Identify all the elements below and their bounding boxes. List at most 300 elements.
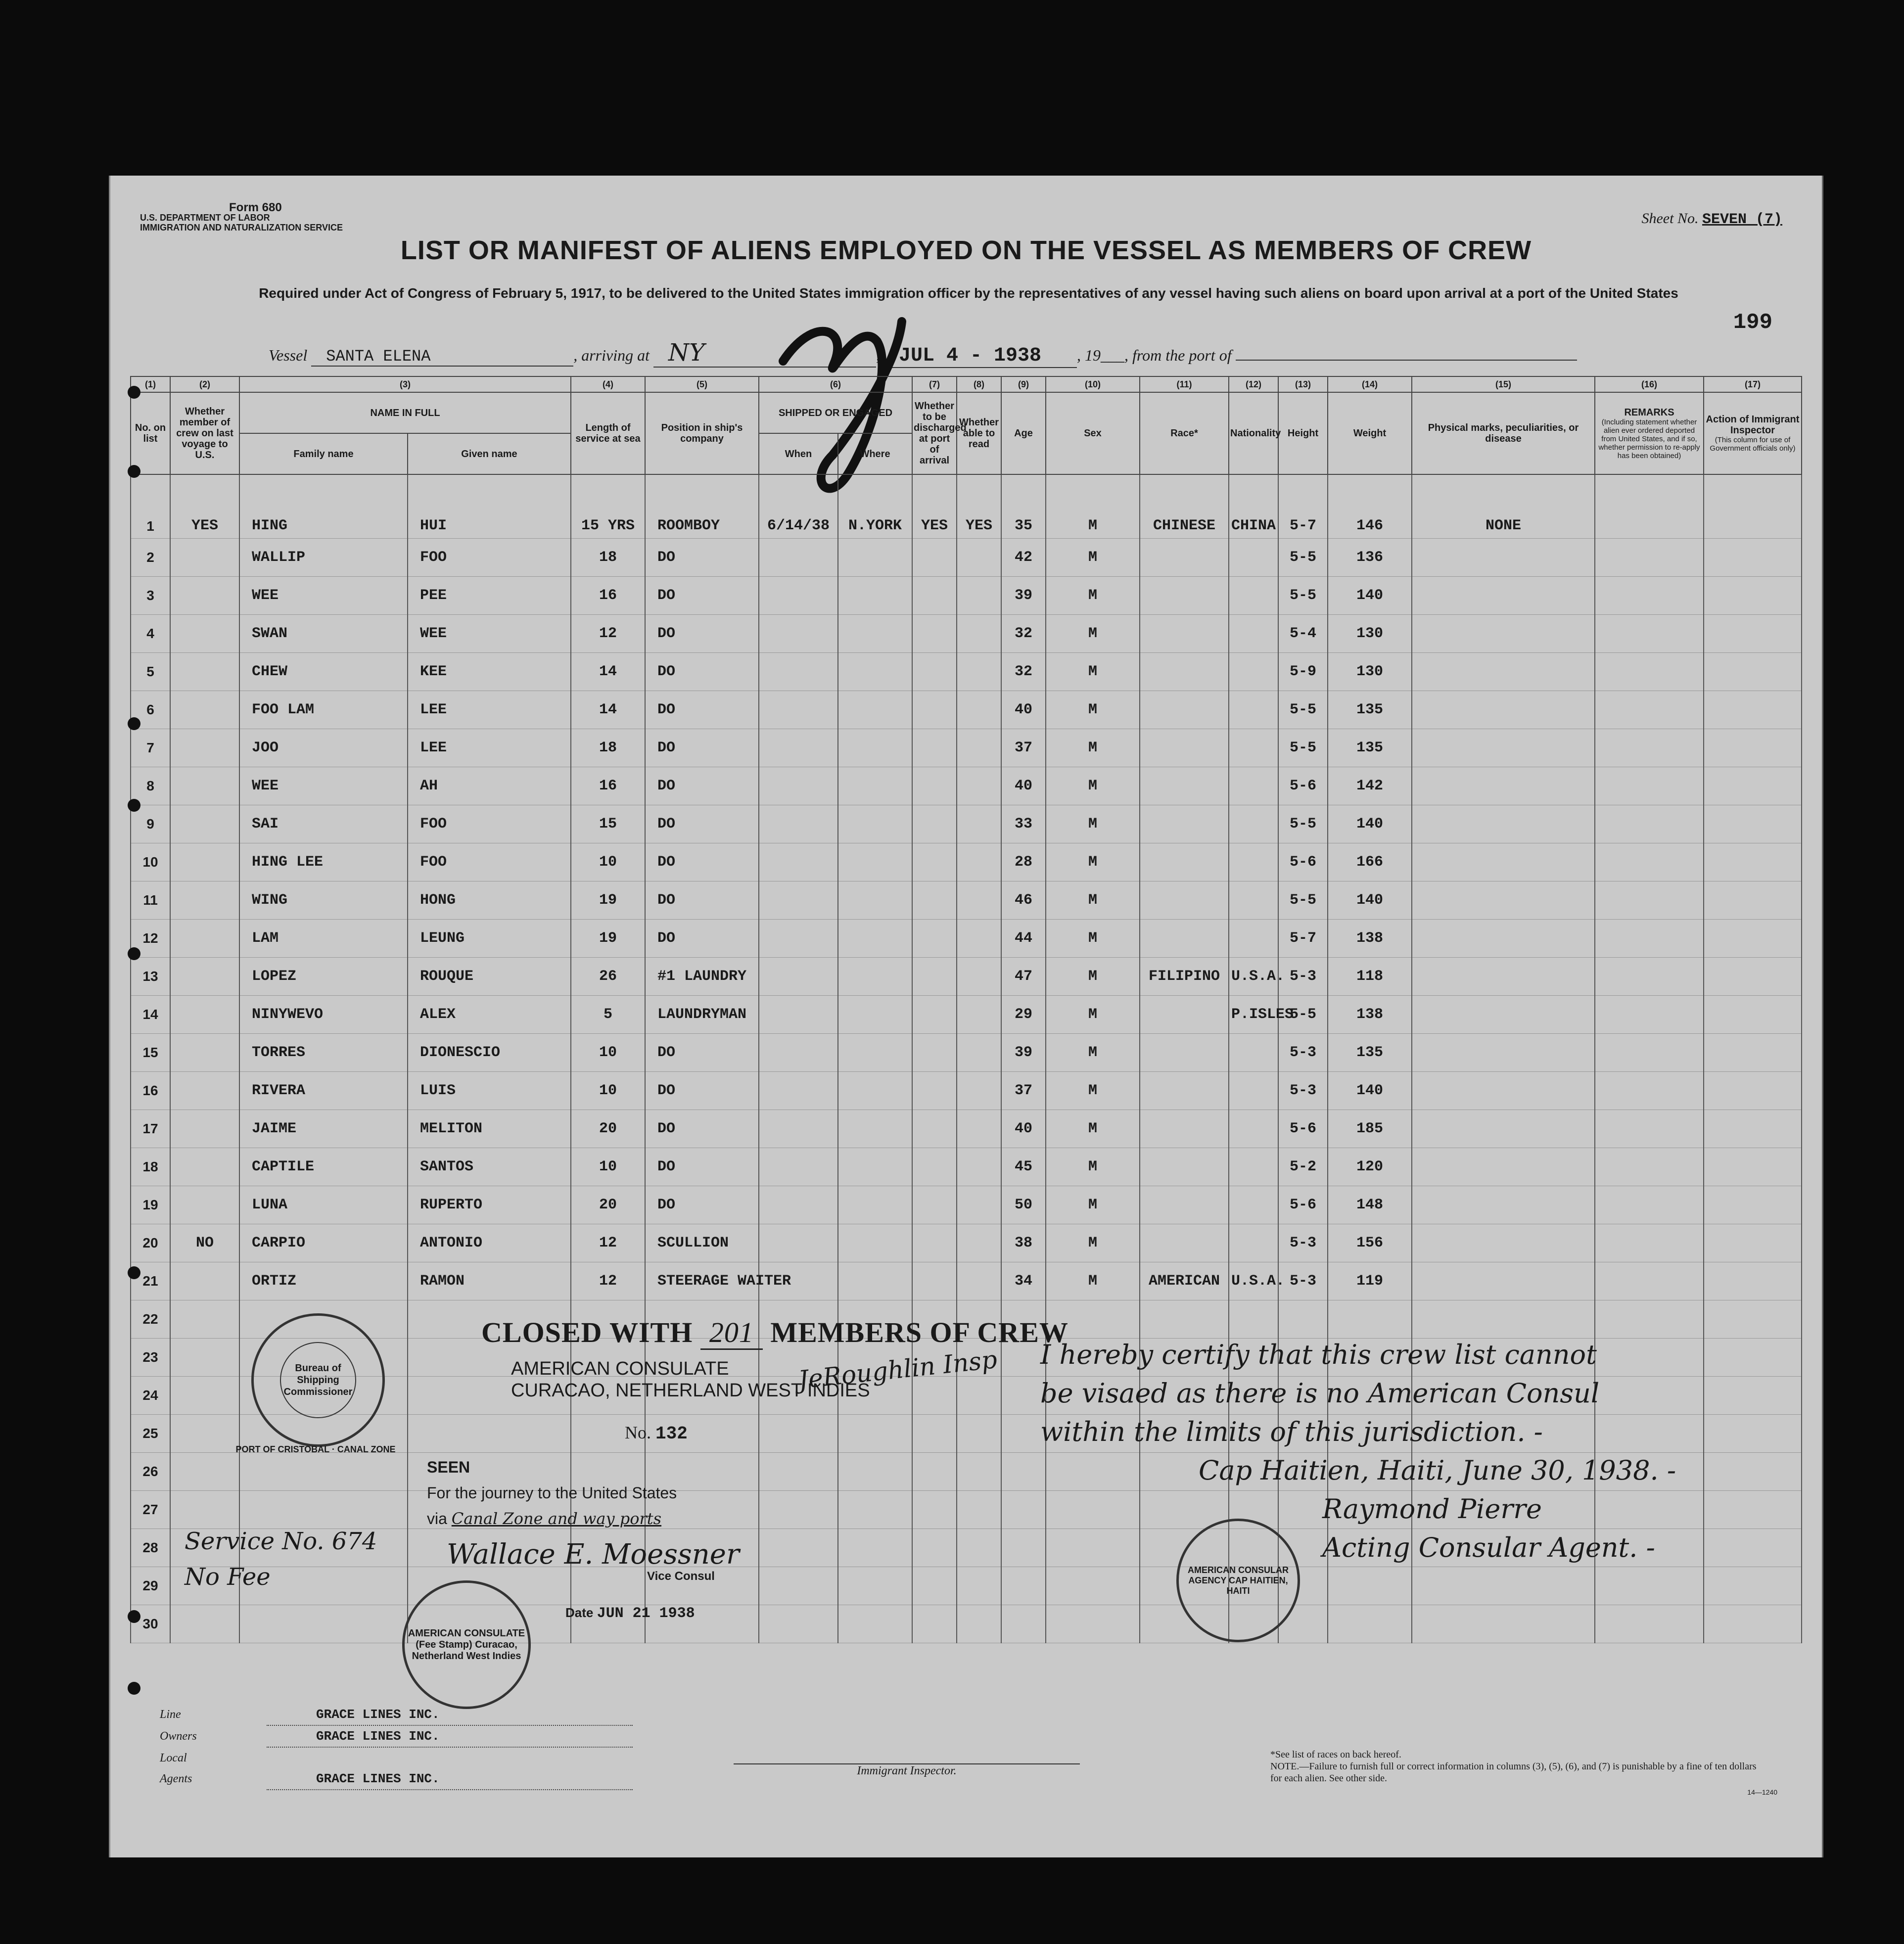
cell-given: FOO	[408, 805, 571, 843]
col-num-17: (17)	[1704, 376, 1802, 392]
cell-no: 4	[131, 615, 170, 653]
cell-when	[759, 958, 838, 996]
cell-position: DO	[645, 1072, 759, 1110]
sheet-value: SEVEN (7)	[1702, 211, 1782, 228]
cell-no: 20	[131, 1224, 170, 1262]
cell-height: 5-3	[1278, 1034, 1328, 1072]
haiti-consular-seal: AMERICAN CONSULAR AGENCY CAP HAITIEN, HAITI	[1176, 1519, 1300, 1642]
cell-family	[239, 1491, 408, 1529]
col-num-7: (7)	[912, 376, 957, 392]
cell-no: 6	[131, 691, 170, 729]
cell-age: 39	[1001, 1034, 1046, 1072]
cell-weight: 146	[1328, 474, 1412, 539]
cell-position: SCULLION	[645, 1224, 759, 1262]
header-weight: Weight	[1328, 392, 1412, 474]
cell-when	[759, 843, 838, 881]
cell-race	[1140, 920, 1229, 958]
cell-given: ANTONIO	[408, 1224, 571, 1262]
cell-where	[838, 729, 912, 767]
cell-length: 16	[571, 767, 645, 805]
cell-age: 33	[1001, 805, 1046, 843]
action-subtitle: (This column for use of Government officials only)	[1710, 436, 1796, 453]
cell-no: 8	[131, 767, 170, 805]
cell-action	[1704, 1110, 1802, 1148]
cell-disch	[912, 1034, 957, 1072]
cell-sex	[1046, 1605, 1140, 1643]
cell-phys	[1412, 691, 1595, 729]
cell-nat	[1229, 1148, 1278, 1186]
cell-weight: 142	[1328, 767, 1412, 805]
cell-disch	[912, 615, 957, 653]
certification-note	[1040, 1336, 1676, 1567]
cert-line2: be visaed as there is no American Consul	[1040, 1378, 1600, 1409]
form-identifier	[140, 203, 343, 232]
cell-sex: M	[1046, 1034, 1140, 1072]
cell-nat	[1229, 843, 1278, 881]
binder-hole	[128, 1610, 140, 1623]
cell-sex: M	[1046, 474, 1140, 539]
table-row	[131, 1034, 1802, 1072]
cell-remarks	[1595, 691, 1704, 729]
cell-sex: M	[1046, 577, 1140, 615]
cell-when	[759, 1567, 838, 1605]
cell-remarks	[1595, 474, 1704, 539]
cell-age: 42	[1001, 539, 1046, 577]
cell-given: SANTOS	[408, 1148, 571, 1186]
cell-when	[759, 805, 838, 843]
header-remarks	[1595, 392, 1704, 474]
consulate-stamp	[511, 1358, 870, 1401]
cell-length: 18	[571, 729, 645, 767]
cell-phys	[1412, 653, 1595, 691]
table-row	[131, 996, 1802, 1034]
cell-disch: YES	[912, 474, 957, 539]
cell-length: 10	[571, 1148, 645, 1186]
cell-race	[1140, 1110, 1229, 1148]
cell-disch	[912, 1453, 957, 1491]
header-age: Age	[1001, 392, 1046, 474]
cell-no: 30	[131, 1605, 170, 1643]
cell-sex: M	[1046, 958, 1140, 996]
cell-weight: 135	[1328, 1034, 1412, 1072]
cell-where	[838, 653, 912, 691]
cell-position: DO	[645, 691, 759, 729]
cell-nat	[1229, 691, 1278, 729]
consulate-line1: AMERICAN CONSULATE	[511, 1358, 729, 1379]
cell-nat	[1229, 653, 1278, 691]
cell-phys	[1412, 920, 1595, 958]
cell-given: PEE	[408, 577, 571, 615]
cell-length: 16	[571, 577, 645, 615]
cell-family: LUNA	[239, 1186, 408, 1224]
cell-where	[838, 1415, 912, 1453]
cell-phys	[1412, 1110, 1595, 1148]
table-row	[131, 653, 1802, 691]
cell-length	[571, 1567, 645, 1605]
date-label: Date	[565, 1605, 594, 1620]
cell-remarks	[1595, 577, 1704, 615]
cell-given: HUI	[408, 474, 571, 539]
col-num-13: (13)	[1278, 376, 1328, 392]
cell-age: 46	[1001, 881, 1046, 920]
line-value: GRACE LINES INC.	[267, 1704, 633, 1726]
header-able-read: Whether able to read	[957, 392, 1001, 474]
cell-height: 5-3	[1278, 958, 1328, 996]
cell-position: DO	[645, 1148, 759, 1186]
binder-hole	[128, 465, 140, 478]
cell-when	[759, 767, 838, 805]
cell-action	[1704, 653, 1802, 691]
races-note: *See list of races on back hereof.	[1270, 1749, 1401, 1760]
cell-read	[957, 1072, 1001, 1110]
cristobal-seal	[251, 1313, 385, 1447]
footer-lines	[160, 1704, 633, 1790]
cell-disch	[912, 805, 957, 843]
cell-age	[1001, 1529, 1046, 1567]
line-label: Line	[160, 1708, 181, 1721]
binder-hole	[128, 717, 140, 730]
cell-remarks	[1595, 653, 1704, 691]
cell-no: 22	[131, 1300, 170, 1339]
cell-nat	[1229, 1300, 1278, 1339]
cell-read	[957, 805, 1001, 843]
cell-when	[759, 615, 838, 653]
cell-read	[957, 691, 1001, 729]
cell-read	[957, 1567, 1001, 1605]
cell-family: JOO	[239, 729, 408, 767]
cell-nat	[1229, 1186, 1278, 1224]
table-row	[131, 577, 1802, 615]
cell-disch	[912, 843, 957, 881]
binder-hole	[128, 386, 140, 399]
cell-family: RIVERA	[239, 1072, 408, 1110]
cell-action	[1704, 1453, 1802, 1491]
cell-when	[759, 691, 838, 729]
cell-length: 12	[571, 1224, 645, 1262]
cell-race	[1140, 805, 1229, 843]
arriving-label: arriving at	[581, 346, 650, 364]
cell-read	[957, 577, 1001, 615]
cell-last	[170, 920, 239, 958]
cell-remarks	[1595, 805, 1704, 843]
cell-family: CHEW	[239, 653, 408, 691]
via-label: via	[427, 1510, 447, 1527]
cell-position: DO	[645, 729, 759, 767]
cell-phys	[1412, 767, 1595, 805]
table-row	[131, 691, 1802, 729]
cell-disch	[912, 1148, 957, 1186]
table-row	[131, 474, 1802, 539]
cell-remarks	[1595, 1148, 1704, 1186]
cell-when	[759, 1072, 838, 1110]
year-label: 19	[1084, 346, 1101, 364]
cell-action	[1704, 539, 1802, 577]
cell-when	[759, 1415, 838, 1453]
inspector-initials: JeRoughlin Insp	[797, 1345, 999, 1394]
cell-position: #1 LAUNDRY	[645, 958, 759, 996]
cell-disch	[912, 1529, 957, 1567]
cell-phys	[1412, 1262, 1595, 1300]
cell-length: 19	[571, 881, 645, 920]
cell-no: 13	[131, 958, 170, 996]
curacao-fee-seal: AMERICAN CONSULATE (Fee Stamp) Curacao, Netherland West Indies	[402, 1580, 531, 1709]
cell-remarks	[1595, 996, 1704, 1034]
cell-phys	[1412, 1567, 1595, 1605]
cell-when	[759, 539, 838, 577]
cell-position: DO	[645, 767, 759, 805]
remarks-subtitle: (Including statement whether alien ever ordered deported from United States, and if so, whether permission to re-apply has been obtained)	[1598, 417, 1700, 460]
cell-family: WALLIP	[239, 539, 408, 577]
cell-age	[1001, 1567, 1046, 1605]
cell-where	[838, 1605, 912, 1643]
cell-length: 5	[571, 996, 645, 1034]
col-num-16: (16)	[1595, 376, 1704, 392]
cell-read: YES	[957, 474, 1001, 539]
cell-remarks	[1595, 843, 1704, 881]
cell-height	[1278, 1300, 1328, 1339]
cell-given: RUPERTO	[408, 1186, 571, 1224]
cell-sex: M	[1046, 729, 1140, 767]
cell-height: 5-5	[1278, 881, 1328, 920]
cell-last	[170, 1300, 239, 1339]
cell-when: 6/14/38	[759, 474, 838, 539]
cell-height: 5-5	[1278, 805, 1328, 843]
cell-race: AMERICAN	[1140, 1262, 1229, 1300]
cell-weight: 120	[1328, 1148, 1412, 1186]
column-header-row	[131, 392, 1802, 433]
cell-family: CAPTILE	[239, 1148, 408, 1186]
cell-family	[239, 1453, 408, 1491]
cell-nat	[1229, 1034, 1278, 1072]
cell-where	[838, 1567, 912, 1605]
cell-length: 20	[571, 1110, 645, 1148]
cell-disch	[912, 1186, 957, 1224]
cell-given: ALEX	[408, 996, 571, 1034]
cell-where	[838, 577, 912, 615]
cell-length: 18	[571, 539, 645, 577]
cell-when	[759, 729, 838, 767]
cell-race	[1140, 1072, 1229, 1110]
vessel-line: Vessel SANTA ELENA , arriving at NY , JUL 4 - 1938 , 19___, from the port of	[269, 339, 1577, 368]
cell-weight: 140	[1328, 805, 1412, 843]
page-title: LIST OR MANIFEST OF ALIENS EMPLOYED ON THE VESSEL AS MEMBERS OF CREW	[400, 235, 1532, 265]
cell-sex: M	[1046, 996, 1140, 1034]
arriving-port: NY	[653, 339, 876, 368]
cell-position: DO	[645, 881, 759, 920]
cell-read	[957, 1377, 1001, 1415]
cell-where	[838, 615, 912, 653]
cell-race	[1140, 1034, 1229, 1072]
cell-last	[170, 577, 239, 615]
footer-agents	[160, 1748, 633, 1790]
cell-remarks	[1595, 1567, 1704, 1605]
cell-family: JAIME	[239, 1110, 408, 1148]
cell-where	[838, 1262, 912, 1300]
cell-age: 40	[1001, 767, 1046, 805]
cell-last	[170, 1110, 239, 1148]
table-row	[131, 1567, 1802, 1605]
cell-action	[1704, 996, 1802, 1034]
cell-age: 47	[1001, 958, 1046, 996]
cell-last	[170, 1339, 239, 1377]
cell-no: 14	[131, 996, 170, 1034]
cell-action	[1704, 843, 1802, 881]
cell-sex: M	[1046, 1262, 1140, 1300]
cell-position: DO	[645, 805, 759, 843]
cell-disch	[912, 1605, 957, 1643]
header-shipped: SHIPPED OR ENGAGED	[759, 392, 912, 433]
cell-given: RAMON	[408, 1262, 571, 1300]
cell-weight: 140	[1328, 577, 1412, 615]
cell-no: 29	[131, 1567, 170, 1605]
cell-action	[1704, 1605, 1802, 1643]
service-number: Service No. 674	[185, 1527, 377, 1555]
table-row	[131, 729, 1802, 767]
cell-when	[759, 1529, 838, 1567]
header-last-voyage: Whether member of crew on last voyage to U.S.	[170, 392, 239, 474]
cell-when	[759, 1224, 838, 1262]
cell-race	[1140, 577, 1229, 615]
cell-height: 5-6	[1278, 843, 1328, 881]
cell-disch	[912, 1415, 957, 1453]
cell-family: LOPEZ	[239, 958, 408, 996]
cell-read	[957, 1110, 1001, 1148]
cell-action	[1704, 881, 1802, 920]
stamped-number: 199	[1733, 310, 1772, 335]
table-row	[131, 767, 1802, 805]
cell-no: 10	[131, 843, 170, 881]
cell-disch	[912, 958, 957, 996]
cell-last	[170, 996, 239, 1034]
cell-height: 5-3	[1278, 1072, 1328, 1110]
cell-given: LEE	[408, 691, 571, 729]
cell-nat: U.S.A.	[1229, 958, 1278, 996]
cell-position: DO	[645, 1186, 759, 1224]
cell-weight: 118	[1328, 958, 1412, 996]
cell-read	[957, 1148, 1001, 1186]
header-nationality: Nationality	[1229, 392, 1278, 474]
cell-length: 14	[571, 653, 645, 691]
cell-last	[170, 958, 239, 996]
cell-action	[1704, 1377, 1802, 1415]
cell-phys: NONE	[1412, 474, 1595, 539]
cell-read	[957, 539, 1001, 577]
cell-no: 7	[131, 729, 170, 767]
cell-last	[170, 1034, 239, 1072]
cell-last	[170, 805, 239, 843]
cell-last	[170, 767, 239, 805]
cell-disch	[912, 1224, 957, 1262]
cell-last	[170, 539, 239, 577]
cell-phys	[1412, 1148, 1595, 1186]
cell-read	[957, 1415, 1001, 1453]
cell-given: MELITON	[408, 1110, 571, 1148]
cell-when	[759, 1605, 838, 1643]
cell-given	[408, 1415, 571, 1453]
cell-no: 11	[131, 881, 170, 920]
header-when: When	[759, 433, 838, 474]
cell-when	[759, 1034, 838, 1072]
cell-no: 27	[131, 1491, 170, 1529]
cell-read	[957, 729, 1001, 767]
cell-last	[170, 843, 239, 881]
cell-remarks	[1595, 1605, 1704, 1643]
cell-action	[1704, 729, 1802, 767]
cell-action	[1704, 1262, 1802, 1300]
cell-race	[1140, 843, 1229, 881]
cell-where: N.YORK	[838, 474, 912, 539]
cell-action	[1704, 1415, 1802, 1453]
cell-no: 1	[131, 474, 170, 539]
cell-weight	[1328, 1567, 1412, 1605]
cell-no: 9	[131, 805, 170, 843]
cell-action	[1704, 767, 1802, 805]
cell-age: 38	[1001, 1224, 1046, 1262]
cell-disch	[912, 577, 957, 615]
cell-weight: 135	[1328, 691, 1412, 729]
cell-given: WEE	[408, 615, 571, 653]
cell-where	[838, 1186, 912, 1224]
cell-where	[838, 920, 912, 958]
cell-action	[1704, 1224, 1802, 1262]
cell-remarks	[1595, 767, 1704, 805]
cell-age: 40	[1001, 1110, 1046, 1148]
header-discharged: Whether to be discharged at port of arrival	[912, 392, 957, 474]
cell-remarks	[1595, 1072, 1704, 1110]
cell-length: 10	[571, 843, 645, 881]
cell-family: ORTIZ	[239, 1262, 408, 1300]
owners-value: GRACE LINES INC.	[267, 1726, 633, 1748]
table-row	[131, 1224, 1802, 1262]
cell-no: 2	[131, 539, 170, 577]
header-family-name: Family name	[239, 433, 408, 474]
cell-age: 44	[1001, 920, 1046, 958]
via-line	[427, 1506, 677, 1531]
cell-last	[170, 729, 239, 767]
cell-disch	[912, 881, 957, 920]
consulate-no-value: 132	[655, 1424, 688, 1444]
page-subtitle: Required under Act of Congress of February 5, 1917, to be delivered to the United States immigration officer by the representatives of any vessel having such aliens on board upon arrival at a port of the United States	[259, 285, 1678, 301]
cell-remarks	[1595, 920, 1704, 958]
cell-sex: M	[1046, 1072, 1140, 1110]
closed-pre: CLOSED WITH	[481, 1316, 693, 1348]
cell-remarks	[1595, 1186, 1704, 1224]
cell-where	[838, 958, 912, 996]
consulate-no-label: No.	[625, 1423, 651, 1442]
service-note	[185, 1524, 377, 1595]
cell-read	[957, 1453, 1001, 1491]
table-row	[131, 805, 1802, 843]
cell-nat	[1229, 615, 1278, 653]
cell-nat	[1229, 729, 1278, 767]
cell-no: 15	[131, 1034, 170, 1072]
cell-phys	[1412, 729, 1595, 767]
vice-consul-signature: Wallace E. Moessner	[447, 1538, 740, 1571]
cell-nat: U.S.A.	[1229, 1262, 1278, 1300]
cell-where	[838, 539, 912, 577]
cell-last	[170, 1186, 239, 1224]
cell-nat: CHINA	[1229, 474, 1278, 539]
cell-disch	[912, 1072, 957, 1110]
table-row	[131, 1072, 1802, 1110]
table-row	[131, 1186, 1802, 1224]
cell-disch	[912, 996, 957, 1034]
header-race: Race*	[1140, 392, 1229, 474]
cell-age: 32	[1001, 615, 1046, 653]
cell-age	[1001, 1377, 1046, 1415]
cell-action	[1704, 1148, 1802, 1186]
cell-no: 16	[131, 1072, 170, 1110]
